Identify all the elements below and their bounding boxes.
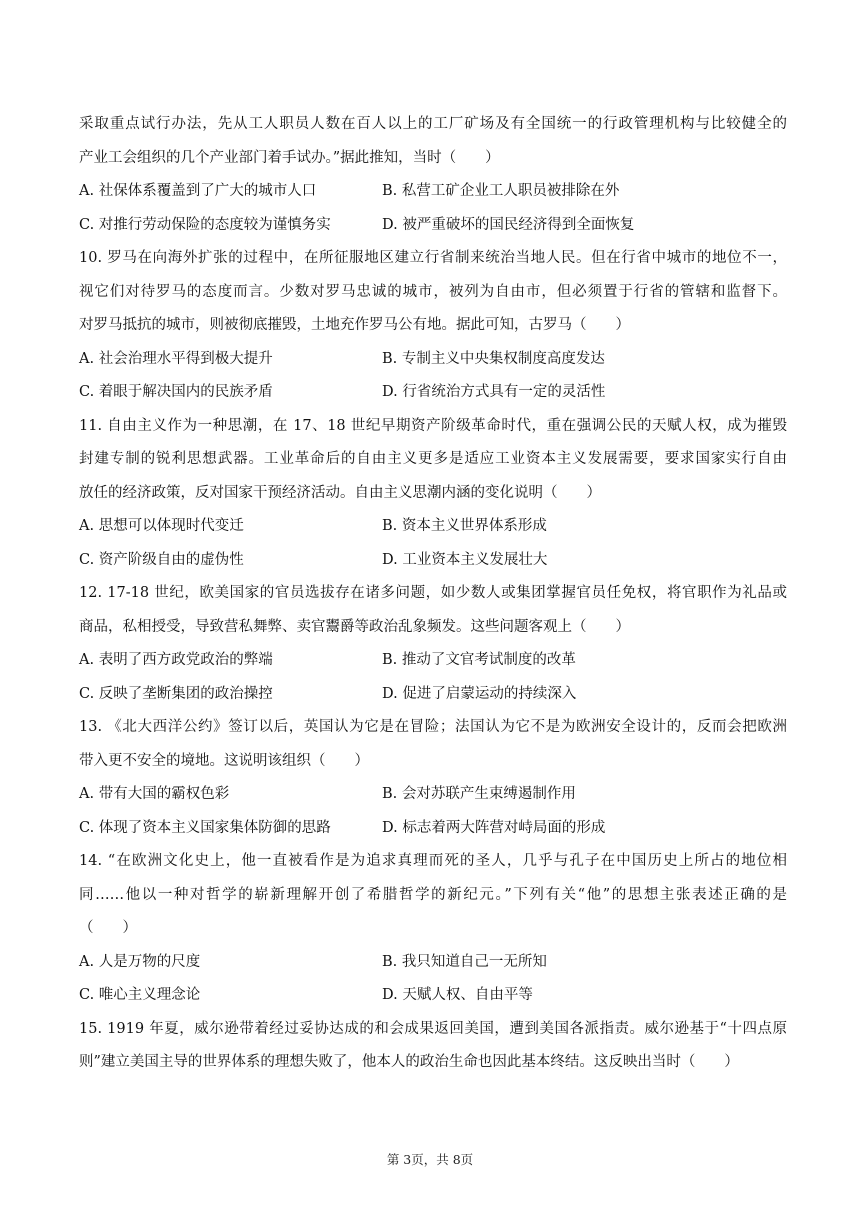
option-row	[79, 175, 787, 209]
option-row	[79, 946, 787, 980]
option-a: A. 带有大国的霸权色彩	[79, 786, 230, 802]
page-content	[79, 108, 787, 1080]
question-12	[79, 577, 787, 711]
question-text-line: 封建专制的锐利思想武器。工业革命后的自由主义更多是适应工业资本主义发展需要，要求国家实行自由	[79, 451, 787, 467]
question-text-line: 产业工会组织的几个产业部门着手试办。”据此推知，当时（ ）	[79, 149, 500, 166]
question-text-line: 放任的经济政策，反对国家干预经济活动。自由主义思潮内涵的变化说明（ ）	[79, 484, 601, 501]
question-text-line: （ ）	[79, 920, 137, 936]
option-c: C. 体现了资本主义国家集体防御的思路	[79, 819, 331, 836]
option-d: D. 天赋人权、自由平等	[382, 987, 533, 1003]
option-d: D. 促进了启蒙运动的持续深入	[382, 685, 577, 702]
option-a: A. 社会治理水平得到极大提升	[79, 350, 273, 367]
question-15	[79, 1013, 787, 1080]
question-14	[79, 845, 787, 1013]
option-row	[79, 812, 787, 846]
option-row	[79, 979, 787, 1013]
option-d: D. 行省统治方式具有一定的灵活性	[382, 384, 606, 400]
option-b: B. 我只知道自己一无所知	[382, 953, 547, 970]
option-b: B. 私营工矿企业工人职员被排除在外	[382, 183, 620, 199]
question-text-line: 则”建立美国主导的世界体系的理想失败了，他本人的政治生命也因此基本终结。这反映出当时（ ）	[79, 1054, 739, 1070]
option-a: A. 人是万物的尺度	[79, 953, 201, 970]
question-text-line: 对罗马抵抗的城市，则被彻底摧毁，土地充作罗马公有地。据此可知，古罗马（ ）	[79, 317, 630, 333]
option-c: C. 唯心主义理念论	[79, 987, 201, 1003]
option-d: D. 标志着两大阵营对峙局面的形成	[382, 819, 606, 836]
option-c: C. 资产阶级自由的虚伪性	[79, 551, 244, 568]
option-d: D. 工业资本主义发展壮大	[382, 551, 548, 568]
option-row	[79, 644, 787, 678]
question-text-line: 11. 自由主义作为一种思潮，在 17、18 世纪早期资产阶级革命时代，重在强调公民的天赋人权，成为摧毁	[79, 417, 787, 434]
question-text-line: 商品，私相授受，导致营私舞弊、卖官鬻爵等政治乱象频发。这些问题客观上（ ）	[79, 618, 630, 635]
option-c: C. 对推行劳动保险的态度较为谨慎务实	[79, 216, 331, 233]
question-10	[79, 242, 787, 410]
option-row	[79, 343, 787, 377]
question-text-line: 同……他以一种对哲学的崭新理解开创了希腊哲学的新纪元。”下列有关“他”的思想主张表述正确的是	[79, 886, 787, 903]
question-13	[79, 711, 787, 845]
page-footer: 第 3页，共 8页	[386, 1152, 474, 1167]
option-b: B. 资本主义世界体系形成	[382, 518, 547, 534]
option-row	[79, 678, 787, 712]
question-text-line: 视它们对待罗马的态度而言。少数对罗马忠诚的城市，被列为自由市，但必须置于行省的管辖和监督下。	[79, 283, 787, 300]
question-9-tail	[79, 108, 787, 242]
question-text-line: 12. 17-18 世纪，欧美国家的官员选拔存在诸多问题，如少数人或集团掌握官员任免权，将官职作为礼品或	[79, 585, 787, 601]
option-b: B. 推动了文官考试制度的改革	[382, 652, 576, 668]
option-row	[79, 376, 787, 410]
question-text-line: 14. “在欧洲文化史上，他一直被看作是为追求真理而死的圣人，几乎与孔子在中国历史上所占的地位相	[79, 853, 787, 869]
question-text-line: 采取重点试行办法，先从工人职员人数在百人以上的工厂矿场及有全国统一的行政管理机构与比较健全的	[79, 116, 787, 132]
option-row	[79, 778, 787, 812]
option-a: A. 社保体系覆盖到了广大的城市人口	[79, 183, 317, 199]
option-a: A. 思想可以体现时代变迁	[79, 518, 244, 534]
option-c: C. 反映了垄断集团的政治操控	[79, 685, 273, 702]
question-11	[79, 410, 787, 578]
option-c: C. 着眼于解决国内的民族矛盾	[79, 384, 273, 400]
question-text-line: 13. 《北大西洋公约》签订以后，英国认为它是在冒险；法国认为它不是为欧洲安全设计的，反而会把欧洲	[79, 719, 787, 735]
question-text-line: 15. 1919 年夏，威尔逊带着经过妥协达成的和会成果返回美国，遭到美国各派指责。威尔逊基于“十四点原	[79, 1020, 787, 1037]
option-a: A. 表明了西方政党政治的弊端	[79, 652, 273, 668]
option-row	[79, 209, 787, 243]
option-b: B. 会对苏联产生束缚遏制作用	[382, 786, 576, 802]
option-d: D. 被严重破坏的国民经济得到全面恢复	[382, 216, 635, 233]
option-b: B. 专制主义中央集权制度高度发达	[382, 350, 605, 367]
option-row	[79, 510, 787, 544]
question-text-line: 10. 罗马在向海外扩张的过程中，在所征服地区建立行省制来统治当地人民。但在行省中城市的地位不一，	[79, 250, 787, 266]
option-row	[79, 544, 787, 578]
question-text-line: 带入更不安全的境地。这说明该组织（ ）	[79, 752, 369, 769]
